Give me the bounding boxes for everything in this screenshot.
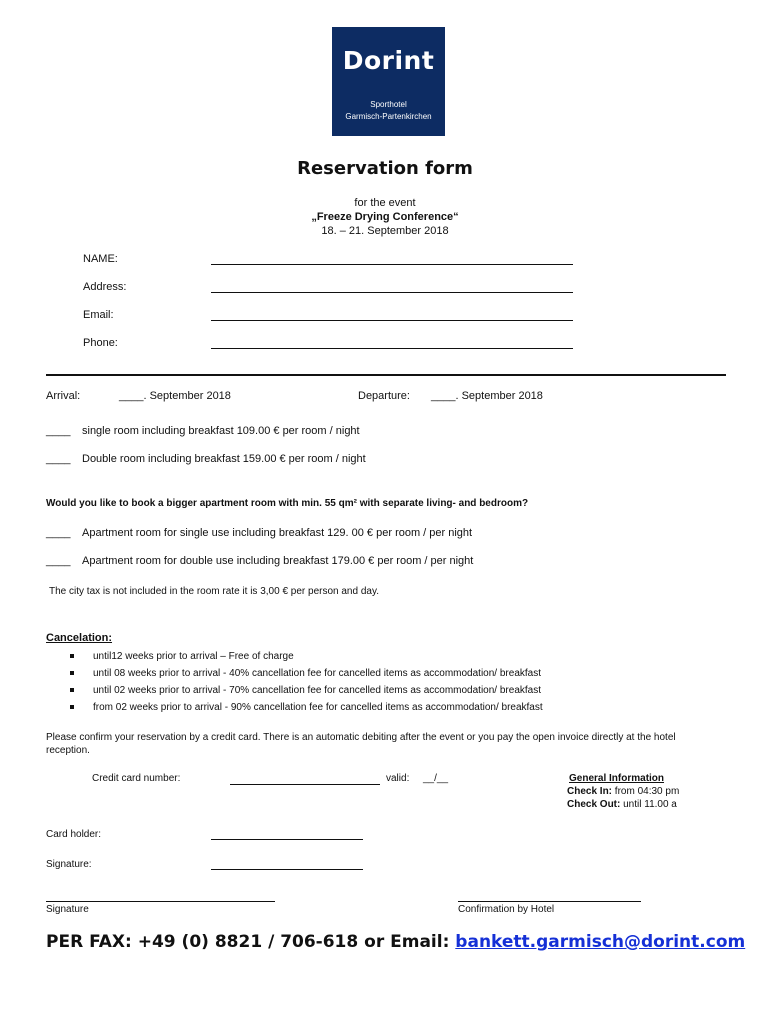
room-single-label: single room including breakfast 109.00 € per room / night — [82, 425, 360, 437]
bullet-icon — [70, 671, 74, 675]
bullet-icon — [70, 654, 74, 658]
section-divider — [46, 374, 726, 376]
event-name: „Freeze Drying Conference“ — [311, 211, 459, 223]
cancelation-heading: Cancelation: — [46, 632, 113, 644]
logo-subtitle-1: Sporthotel — [370, 100, 407, 109]
logo-brand: Dorint — [342, 46, 435, 75]
arrival-label: Arrival: — [46, 390, 81, 402]
fax-contact — [46, 932, 745, 952]
check-in-value: from 04:30 pm — [614, 786, 680, 797]
confirm-text-line-1: Please confirm your reservation by a credit card. There is an automatic debiting after the event or you pay the open invoice directly at the hotel — [46, 732, 676, 743]
signature-label: Signature: — [46, 859, 92, 870]
event-intro: for the event — [354, 197, 416, 209]
event-dates: 18. – 21. September 2018 — [321, 225, 449, 237]
credit-card-field[interactable] — [230, 784, 380, 785]
address-field[interactable] — [211, 292, 573, 293]
apartment-single-checkbox[interactable]: ____ — [46, 527, 71, 539]
general-info-heading: General Information — [569, 773, 665, 784]
room-double-label: Double room including breakfast 159.00 € per room / night — [82, 453, 366, 465]
check-in-label: Check In: — [567, 786, 613, 797]
valid-field[interactable]: __/__ — [423, 773, 449, 784]
cancelation-item: until 08 weeks prior to arrival - 40% cancellation fee for cancelled items as accommodation/ breakfast — [93, 668, 541, 679]
bullet-icon — [70, 688, 74, 692]
cancelation-item: until12 weeks prior to arrival – Free of charge — [93, 651, 294, 662]
logo-subtitle-2: Garmisch-Partenkirchen — [345, 112, 432, 121]
confirm-text-line-2: reception. — [46, 745, 90, 756]
hotel-logo — [332, 27, 445, 136]
phone-label: Phone: — [83, 337, 118, 349]
valid-label: valid: — [386, 773, 410, 784]
check-out-info — [567, 799, 677, 810]
name-label: NAME: — [83, 253, 118, 265]
name-field[interactable] — [211, 264, 573, 265]
credit-card-label: Credit card number: — [92, 773, 181, 784]
email-field[interactable] — [211, 320, 573, 321]
address-label: Address: — [83, 281, 127, 293]
room-single-checkbox[interactable]: ____ — [46, 425, 71, 437]
page-title: Reservation form — [297, 158, 473, 179]
signature-footer-label: Signature — [46, 904, 89, 915]
apartment-double-checkbox[interactable]: ____ — [46, 555, 71, 567]
card-holder-field[interactable] — [211, 839, 363, 840]
card-holder-label: Card holder: — [46, 829, 102, 840]
bullet-icon — [70, 705, 74, 709]
city-tax-note: The city tax is not included in the room rate it is 3,00 € per person and day. — [49, 586, 379, 597]
check-in-info — [567, 786, 679, 797]
departure-label: Departure: — [358, 390, 410, 402]
room-double-checkbox[interactable]: ____ — [46, 453, 71, 465]
departure-field[interactable]: ____. September 2018 — [431, 390, 543, 402]
apartment-double-label: Apartment room for double use including breakfast 179.00 € per room / per night — [82, 555, 474, 567]
check-out-label: Check Out: — [567, 799, 621, 810]
cancelation-item: until 02 weeks prior to arrival - 70% cancellation fee for cancelled items as accommodation/ breakfast — [93, 685, 541, 696]
email-link[interactable]: bankett.garmisch@dorint.com — [455, 932, 746, 952]
cancelation-item: from 02 weeks prior to arrival - 90% cancellation fee for cancelled items as accommodation/ breakfast — [93, 702, 543, 713]
apartment-single-label: Apartment room for single use including breakfast 129. 00 € per room / per night — [82, 527, 473, 539]
signature-field[interactable] — [211, 869, 363, 870]
fax-text: PER FAX: +49 (0) 8821 / 706-618 or Email: — [46, 932, 456, 952]
phone-field[interactable] — [211, 348, 573, 349]
hotel-confirmation-line[interactable] — [458, 901, 641, 902]
arrival-field[interactable]: ____. September 2018 — [119, 390, 231, 402]
signature-line[interactable] — [46, 901, 275, 902]
email-label: Email: — [83, 309, 114, 321]
apartment-question: Would you like to book a bigger apartment room with min. 55 qm² with separate living- and bedroom? — [46, 498, 529, 509]
check-out-value: until 11.00 a — [623, 799, 677, 810]
hotel-confirmation-label: Confirmation by Hotel — [458, 904, 555, 915]
